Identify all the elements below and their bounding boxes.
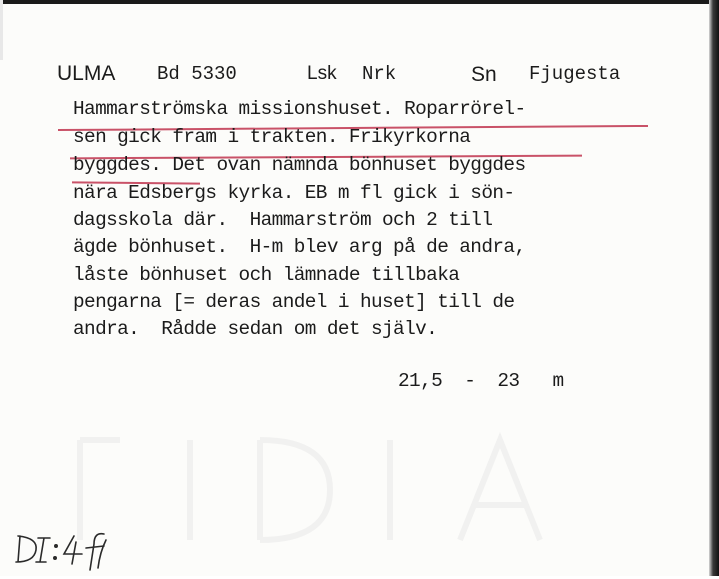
body-line-1: Hammarströmska missionshuset. Roparrörel- bbox=[73, 98, 526, 120]
district-value: Fjugesta bbox=[529, 63, 621, 85]
place-name: ULMA bbox=[57, 62, 116, 85]
handwritten-signature bbox=[14, 528, 144, 574]
card-top-edge bbox=[0, 0, 719, 4]
volume-number: Bd 5330 bbox=[157, 63, 237, 85]
body-line-2: sen gick fram i trakten. Frikyrkorna bbox=[73, 126, 471, 148]
parish-value: Nrk bbox=[362, 63, 397, 85]
page-range: 21,5 - 23 m bbox=[398, 370, 564, 392]
card-right-edge bbox=[709, 0, 719, 576]
parish-label: Lsk bbox=[307, 63, 337, 84]
body-line-4: nära Edsbergs kyrka. EB m fl gick i sön- bbox=[73, 182, 515, 204]
card-left-edge bbox=[0, 0, 3, 60]
body-line-9: andra. Rådde sedan om det själv. bbox=[73, 318, 438, 340]
body-line-8: pengarna [= deras andel i huset] till de bbox=[73, 291, 515, 313]
body-line-5: dagsskola där. Hammarström och 2 till bbox=[73, 209, 493, 231]
district-label: Sn bbox=[471, 63, 497, 86]
body-line-6: ägde bönhuset. H-m blev arg på de andra, bbox=[73, 236, 526, 258]
body-line-7: låste bönhuset och lämnade tillbaka bbox=[73, 264, 460, 286]
body-line-3: byggdes. Det ovan nämnda bönhuset byggdes bbox=[73, 154, 526, 176]
